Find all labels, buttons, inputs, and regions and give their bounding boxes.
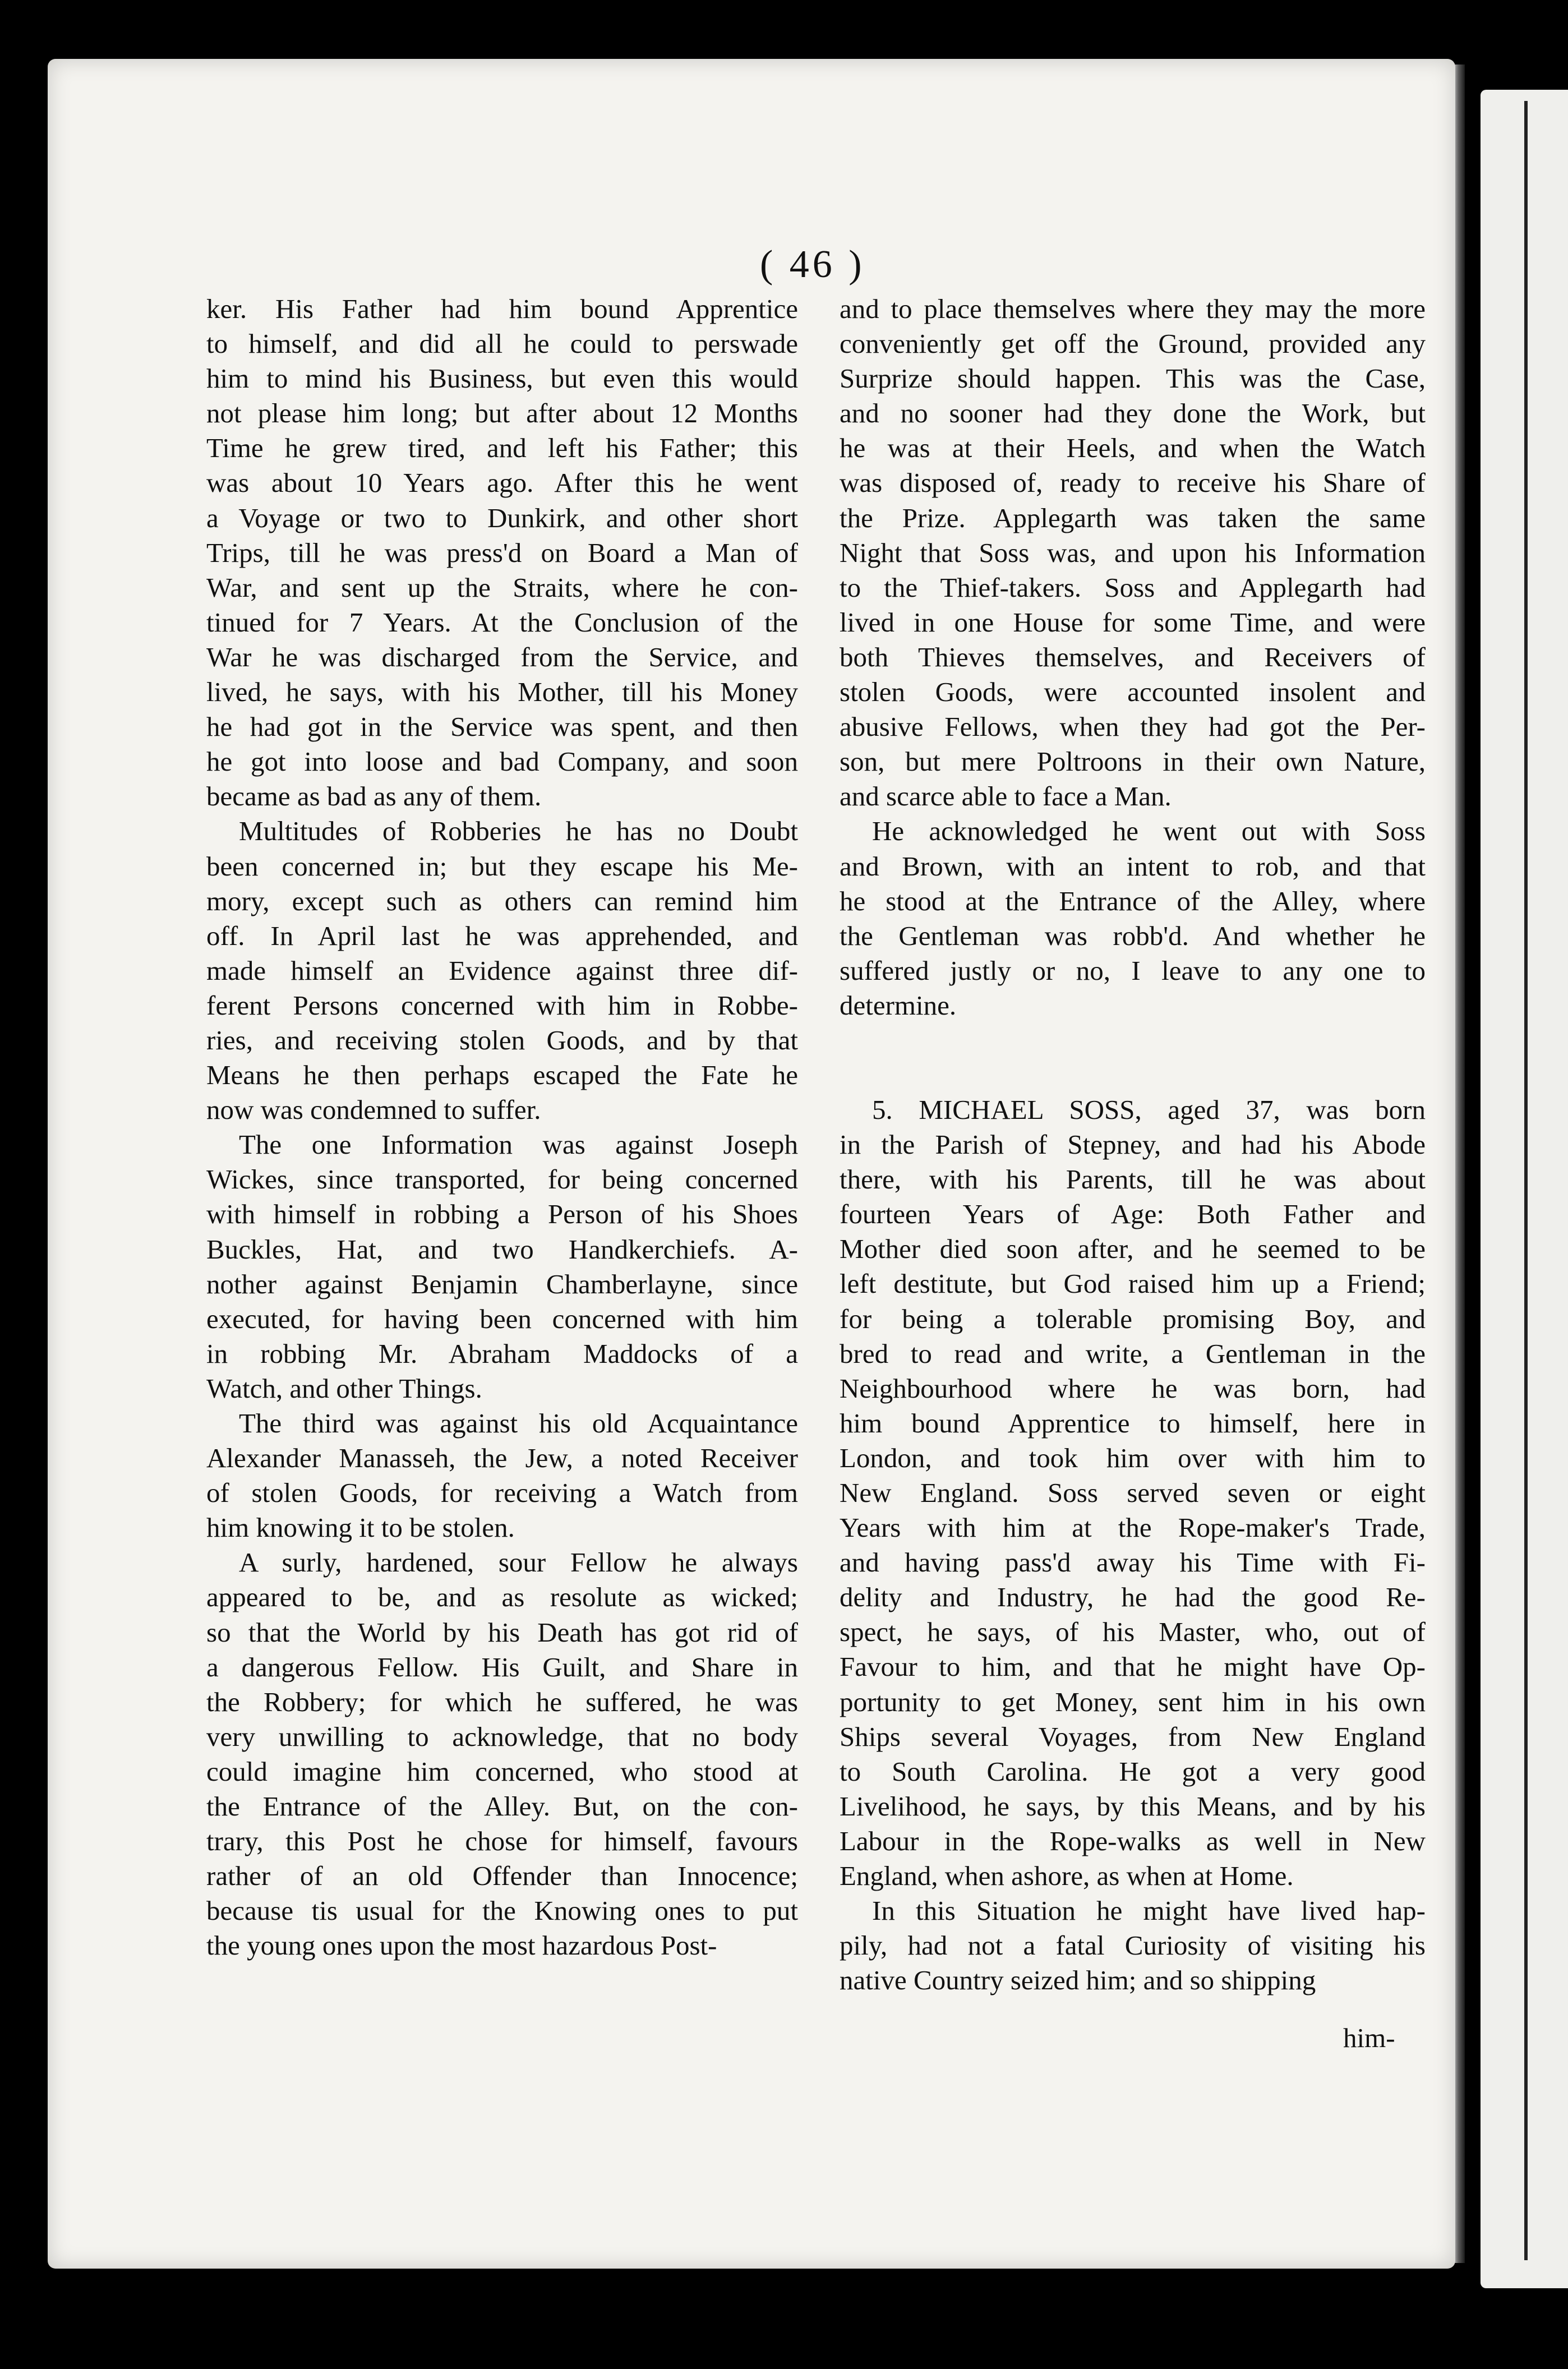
text-line: off. In April last he was apprehended, and bbox=[206, 920, 798, 951]
text-line: left destitute, but God raised him up a Friend; bbox=[840, 1268, 1426, 1299]
text-line: New England. Soss served seven or eight bbox=[840, 1477, 1426, 1508]
text-line: him to mind his Business, but even this would bbox=[206, 363, 798, 394]
text-line: was about 10 Years ago. After this he went bbox=[206, 467, 798, 499]
text-line: London, and took him over with him to bbox=[840, 1442, 1426, 1473]
text-line: and no sooner had they done the Work, but bbox=[840, 398, 1426, 429]
text-line: lived in one House for some Time, and were bbox=[840, 606, 1426, 638]
text-line: Livelihood, he says, by this Means, and by his bbox=[840, 1790, 1426, 1822]
gutter-rule bbox=[1524, 101, 1528, 2260]
text-line: 5. MICHAEL SOSS, aged 37, was born bbox=[872, 1094, 1426, 1125]
page-number: ( 46 ) bbox=[760, 243, 865, 286]
paragraph bbox=[840, 1893, 1426, 1998]
text-line: Alexander Manasseh, the Jew, a noted Receiver bbox=[206, 1442, 798, 1474]
paragraph bbox=[840, 814, 1426, 1023]
paragraph bbox=[206, 1127, 798, 1406]
text-line: him bound Apprentice to himself, here in bbox=[840, 1407, 1426, 1439]
text-line: nother against Benjamin Chamberlayne, since bbox=[206, 1268, 798, 1299]
text-line: and Brown, with an intent to rob, and that bbox=[840, 850, 1426, 882]
text-line: fourteen Years of Age: Both Father and bbox=[840, 1199, 1426, 1230]
text-line: because tis usual for the Knowing ones to put bbox=[206, 1895, 798, 1926]
text-line: so that the World by his Death has got rid of bbox=[206, 1616, 798, 1648]
text-line: stolen Goods, were accounted insolent and bbox=[840, 676, 1426, 708]
text-line: lived, he says, with his Mother, till his Money bbox=[206, 676, 798, 708]
text-line: delity and Industry, he had the good Re- bbox=[840, 1582, 1426, 1613]
text-line: In this Situation he might have lived hap- bbox=[872, 1895, 1426, 1926]
text-line: in robbing Mr. Abraham Maddocks of a bbox=[206, 1338, 798, 1369]
paragraph bbox=[840, 292, 1426, 814]
text-line: the Entrance of the Alley. But, on the con- bbox=[206, 1791, 798, 1822]
catchword: him- bbox=[1343, 2022, 1395, 2053]
text-line: been concerned in; but they escape his Me- bbox=[206, 850, 798, 882]
text-line: in the Parish of Stepney, and had his Abode bbox=[840, 1129, 1426, 1160]
text-line: spect, he says, of his Master, who, out of bbox=[840, 1616, 1426, 1648]
text-line: Multitudes of Robberies he has no Doubt bbox=[239, 815, 798, 847]
text-line: A surly, hardened, sour Fellow he always bbox=[239, 1547, 798, 1578]
text-line: very unwilling to acknowledge, that no body bbox=[206, 1721, 798, 1752]
text-line: determine. bbox=[840, 989, 957, 1021]
text-line: Favour to him, and that he might have Op- bbox=[840, 1651, 1426, 1683]
right-text-column bbox=[840, 292, 1426, 1998]
text-line: there, with his Parents, till he was about bbox=[840, 1164, 1426, 1195]
text-line: rather of an old Offender than Innocence; bbox=[206, 1860, 798, 1892]
text-line: portunity to get Money, sent him in his own bbox=[840, 1686, 1426, 1717]
text-line: he stood at the Entrance of the Alley, where bbox=[840, 885, 1426, 916]
text-line: the Gentleman was robb'd. And whether he bbox=[840, 920, 1426, 951]
text-line: suffered justly or no, I leave to any one to bbox=[840, 955, 1426, 986]
text-line: a Voyage or two to Dunkirk, and other short bbox=[206, 502, 798, 533]
text-line: and to place themselves where they may the more bbox=[840, 293, 1426, 324]
paragraph bbox=[840, 1093, 1426, 1893]
text-line: Watch, and other Things. bbox=[206, 1372, 482, 1404]
text-line: War, and sent up the Straits, where he con- bbox=[206, 571, 798, 603]
text-line: with himself in robbing a Person of his Shoes bbox=[206, 1199, 798, 1230]
text-line: bred to read and write, a Gentleman in the bbox=[840, 1338, 1426, 1369]
text-line: of stolen Goods, for receiving a Watch from bbox=[206, 1477, 798, 1509]
text-line: The third was against his old Acquaintance bbox=[239, 1408, 798, 1439]
text-line: son, but mere Poltroons in their own Nature, bbox=[840, 746, 1426, 777]
text-line: Labour in the Rope-walks as well in New bbox=[840, 1825, 1426, 1856]
text-line: executed, for having been concerned with him bbox=[206, 1303, 798, 1334]
paragraph bbox=[206, 1406, 798, 1545]
text-line: conveniently get off the Ground, provided any bbox=[840, 328, 1426, 360]
text-line: and scarce able to face a Man. bbox=[840, 781, 1172, 812]
text-line: Means he then perhaps escaped the Fate he bbox=[206, 1059, 798, 1091]
text-line: Ships several Voyages, from New England bbox=[840, 1721, 1426, 1752]
text-line: England, when ashore, as when at Home. bbox=[840, 1860, 1294, 1892]
text-line: ker. His Father had him bound Apprentice bbox=[206, 293, 798, 324]
text-line: could imagine him concerned, who stood at bbox=[206, 1755, 798, 1787]
text-line: Neighbourhood where he was born, had bbox=[840, 1372, 1426, 1404]
text-line: Years with him at the Rope-maker's Trade, bbox=[840, 1512, 1426, 1543]
text-line: appeared to be, and as resolute as wicked; bbox=[206, 1582, 798, 1613]
paragraph bbox=[206, 1545, 798, 1963]
text-line: Wickes, since transported, for being concerned bbox=[206, 1164, 798, 1195]
text-line: he was at their Heels, and when the Watch bbox=[840, 432, 1426, 464]
text-line: Trips, till he was press'd on Board a Man of bbox=[206, 537, 798, 568]
left-text-column bbox=[206, 292, 798, 1964]
section-gap bbox=[840, 1023, 1426, 1093]
text-line: to South Carolina. He got a very good bbox=[840, 1755, 1426, 1787]
text-line: him knowing it to be stolen. bbox=[206, 1512, 515, 1543]
text-line: to himself, and did all he could to perswade bbox=[206, 328, 798, 360]
text-line: the young ones upon the most hazardous Post- bbox=[206, 1930, 717, 1961]
paragraph bbox=[206, 292, 798, 814]
text-line: the Prize. Applegarth was taken the same bbox=[840, 502, 1426, 533]
text-line: both Thieves themselves, and Receivers of bbox=[840, 641, 1426, 672]
text-line: Surprize should happen. This was the Case, bbox=[840, 363, 1426, 394]
paragraph bbox=[206, 814, 798, 1127]
text-line: and having pass'd away his Time with Fi- bbox=[840, 1547, 1426, 1578]
text-line: the Robbery; for which he suffered, he was bbox=[206, 1686, 798, 1717]
text-line: not please him long; but after about 12 Months bbox=[206, 398, 798, 429]
text-line: Time he grew tired, and left his Father; this bbox=[206, 432, 798, 464]
text-line: The one Information was against Joseph bbox=[239, 1129, 798, 1160]
text-line: a dangerous Fellow. His Guilt, and Share in bbox=[206, 1651, 798, 1683]
text-line: abusive Fellows, when they had got the Per- bbox=[840, 711, 1426, 743]
text-line: now was condemned to suffer. bbox=[206, 1094, 541, 1126]
text-line: became as bad as any of them. bbox=[206, 781, 542, 812]
text-line: Mother died soon after, and he seemed to be bbox=[840, 1233, 1426, 1265]
text-line: trary, this Post he chose for himself, favours bbox=[206, 1826, 798, 1857]
text-line: tinued for 7 Years. At the Conclusion of the bbox=[206, 606, 798, 638]
text-line: ferent Persons concerned with him in Robbe- bbox=[206, 989, 798, 1021]
text-line: pily, had not a fatal Curiosity of visiting his bbox=[840, 1930, 1426, 1961]
text-line: for being a tolerable promising Boy, and bbox=[840, 1303, 1426, 1334]
text-line: he got into loose and bad Company, and soon bbox=[206, 746, 798, 777]
text-line: Buckles, Hat, and two Handkerchiefs. A- bbox=[206, 1233, 798, 1265]
text-line: to the Thief-takers. Soss and Applegarth had bbox=[840, 571, 1426, 603]
text-line: he had got in the Service was spent, and then bbox=[206, 711, 798, 743]
text-line: ries, and receiving stolen Goods, and by that bbox=[206, 1024, 798, 1056]
text-line: He acknowledged he went out with Soss bbox=[872, 815, 1426, 847]
text-line: made himself an Evidence against three dif- bbox=[206, 955, 798, 986]
text-line: Night that Soss was, and upon his Information bbox=[840, 537, 1426, 568]
text-line: was disposed of, ready to receive his Share of bbox=[840, 467, 1426, 499]
text-line: native Country seized him; and so shipping bbox=[840, 1965, 1316, 1996]
text-line: War he was discharged from the Service, and bbox=[206, 641, 798, 672]
text-line: mory, except such as others can remind him bbox=[206, 885, 798, 916]
